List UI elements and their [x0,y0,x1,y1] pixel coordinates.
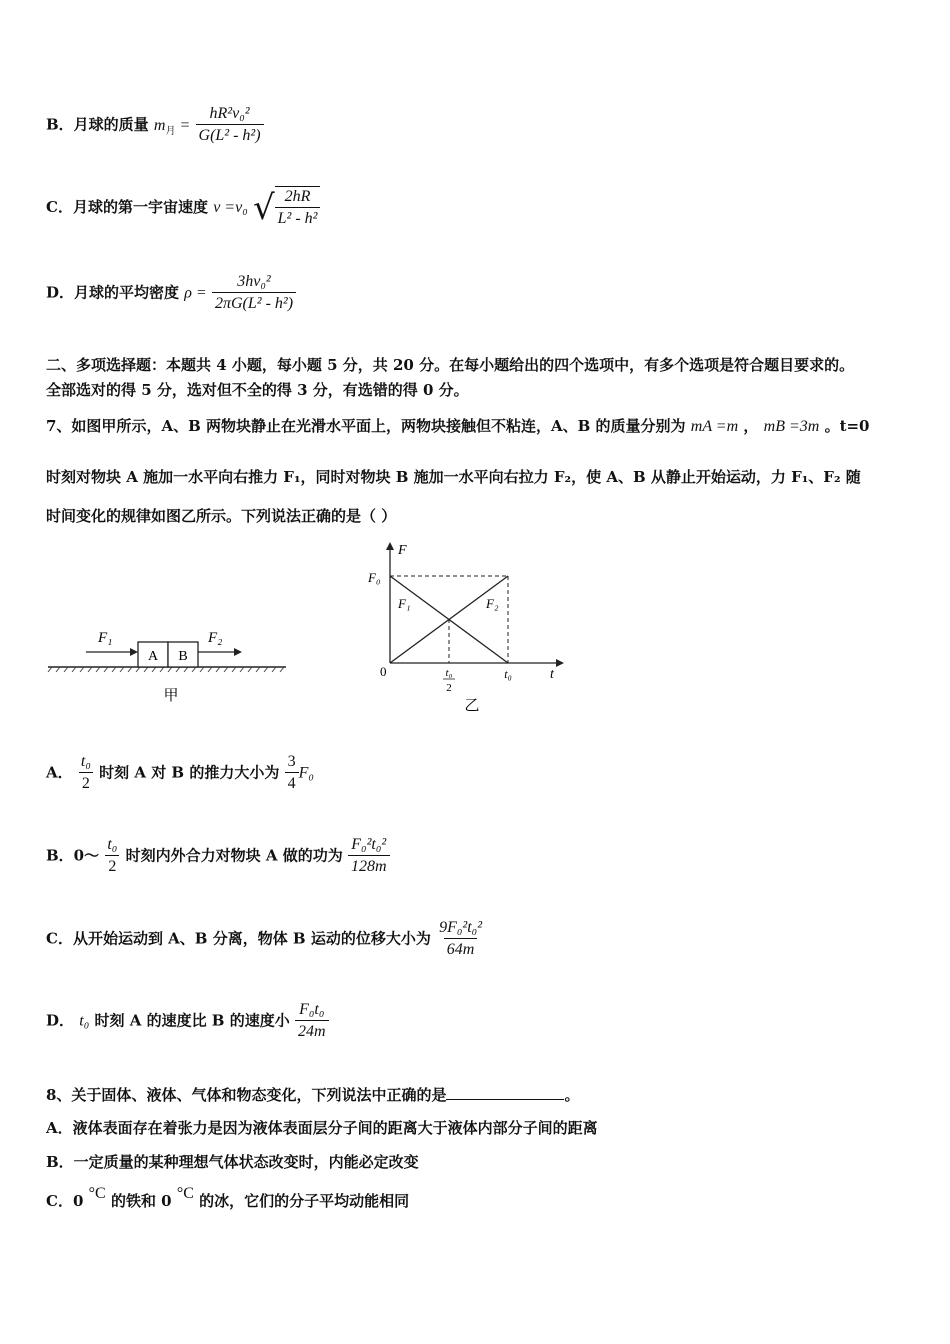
option-b-prev [46,104,264,147]
q7-option-d-t0: t₀ [79,1012,90,1030]
q7-option-c-text: C．从开始运动到 A、B 分离，物体 B 运动的位移大小为 [46,929,431,948]
option-d-lhs: ρ = [184,284,207,302]
q7-option-b-text: 时刻内外合力对物块 A 做的功为 [125,846,343,865]
q7-option-a-text: 时刻 A 对 B 的推力大小为 [99,763,280,782]
q7-line-1 [46,415,870,436]
f2-curve-label: F₂ [486,596,499,611]
figure-yi [360,536,570,716]
q7-option-a-time: $\frac{\text{t₀}}{2}$ [78,752,94,795]
figure-jia [46,620,296,710]
q8-stem: 8、关于固体、液体、气体和物态变化，下列说法中正确的是 。 [46,1086,580,1104]
option-b-lhs: $m_月$ = [153,116,191,137]
q7-option-d-label: D． [46,1011,75,1030]
q7-option-c [46,918,485,961]
axis-f-label: F [398,543,407,558]
section-2-line-1: 二、多项选择题：本题共 4 小题，每小题 5 分，共 20 分。在每小题给出的四个选项中，有多个选项是符合题目要求的。 [46,356,855,374]
origin-label: 0 [380,664,387,679]
q8-option-a: A．液体表面存在着张力是因为液体表面层分子间的距离大于液体内部分子间的距离 [46,1119,598,1137]
q7-t0: 。t=0 [824,417,870,435]
q8-degree-unit-1: °C [88,1185,106,1202]
option-d-prev [46,272,296,315]
option-c-sqrt: √ $\frac{2hR}{\text{L² - h²}}$ [253,186,321,230]
f0-label: F₀ [368,570,381,585]
label-f1: F₁ [98,630,113,646]
q7-option-b-value: $\frac{\text{F₀²t₀²}}{128m}$ [348,835,390,878]
q7-line-3: 时间变化的规律如图乙所示。下列说法正确的是（ ） [46,507,397,525]
option-c-label: C．月球的第一宇宙速度 [46,198,208,216]
q8-answer-blank[interactable] [446,1087,564,1100]
option-d-label: D．月球的平均密度 [46,283,180,302]
label-f2: F₂ [208,630,223,646]
option-c-prev [46,186,320,230]
q8-stem-text: 8、关于固体、液体、气体和物态变化，下列说法中正确的是 [46,1086,447,1104]
tick-t0-half-den: 2 [446,682,452,694]
figure-jia-label: 甲 [163,688,179,704]
option-b-formula: $\frac{\text{hR²v₀²}}{\text{G(L² - h²)}}$ [196,104,264,147]
q8-degree-unit-2: °C [176,1185,194,1202]
q8-option-b: B．一定质量的某种理想气体状态改变时，内能必定改变 [46,1153,419,1171]
q7-stem-1: 7、如图甲所示，A、B 两物块静止在光滑水平面上，两物块接触但不粘连，A、B 的质量分别为 [46,417,686,435]
q7-option-d-value: $\frac{\text{F₀t₀}}{24m}$ [295,1000,329,1043]
tick-t0-half-num: t₀ [445,667,453,679]
q7-comma: ， [743,417,759,435]
figure-yi-label: 乙 [464,698,480,714]
q7-option-b-time: $\frac{\text{t₀}}{2}$ [104,835,120,878]
block-b-label: B [178,649,188,664]
q7-option-a-value: $\frac{3}{4}$ [285,752,299,795]
q7-mass-a: mA =m [690,418,739,435]
f1-curve-label: F₁ [398,596,411,611]
block-a-label: A [147,649,159,664]
q7-option-c-value: $\frac{\text{9F₀²t₀²}}{64m}$ [436,918,485,961]
option-b-label: B．月球的质量 [46,115,149,134]
axis-t-label: t [550,667,554,682]
section-2-line-2: 全部选对的得 5 分，选对但不全的得 3 分，有选错的得 0 分。 [46,381,469,399]
q7-mass-b: mB =3m [763,418,820,435]
q7-option-d-text: 时刻 A 的速度比 B 的速度小 [94,1011,290,1030]
option-c-lhs: v =v₀ [213,199,248,216]
q7-option-b [46,835,390,878]
q7-option-d [46,1000,329,1043]
q7-option-a-label: A． [46,763,73,782]
tick-t0: t₀ [504,667,512,681]
q7-line-2: 时刻对物块 A 施加一水平向右推力 F₁，同时对物块 B 施加一水平向右拉力 F₂，使 A、B 从静止开始运动，力 F₁、F₂ 随 [46,468,861,486]
q7-option-b-label: B．0～ [46,846,100,865]
q7-option-a [46,752,314,795]
option-d-formula: $\frac{\text{3hv₀²}}{\text{2πG(L² - h²)}}$ [212,272,296,315]
q7-option-a-f0: F₀ [298,764,314,782]
q8-option-c: C．0 °C 的铁和 0 °C 的冰，它们的分子平均动能相同 [46,1185,410,1210]
